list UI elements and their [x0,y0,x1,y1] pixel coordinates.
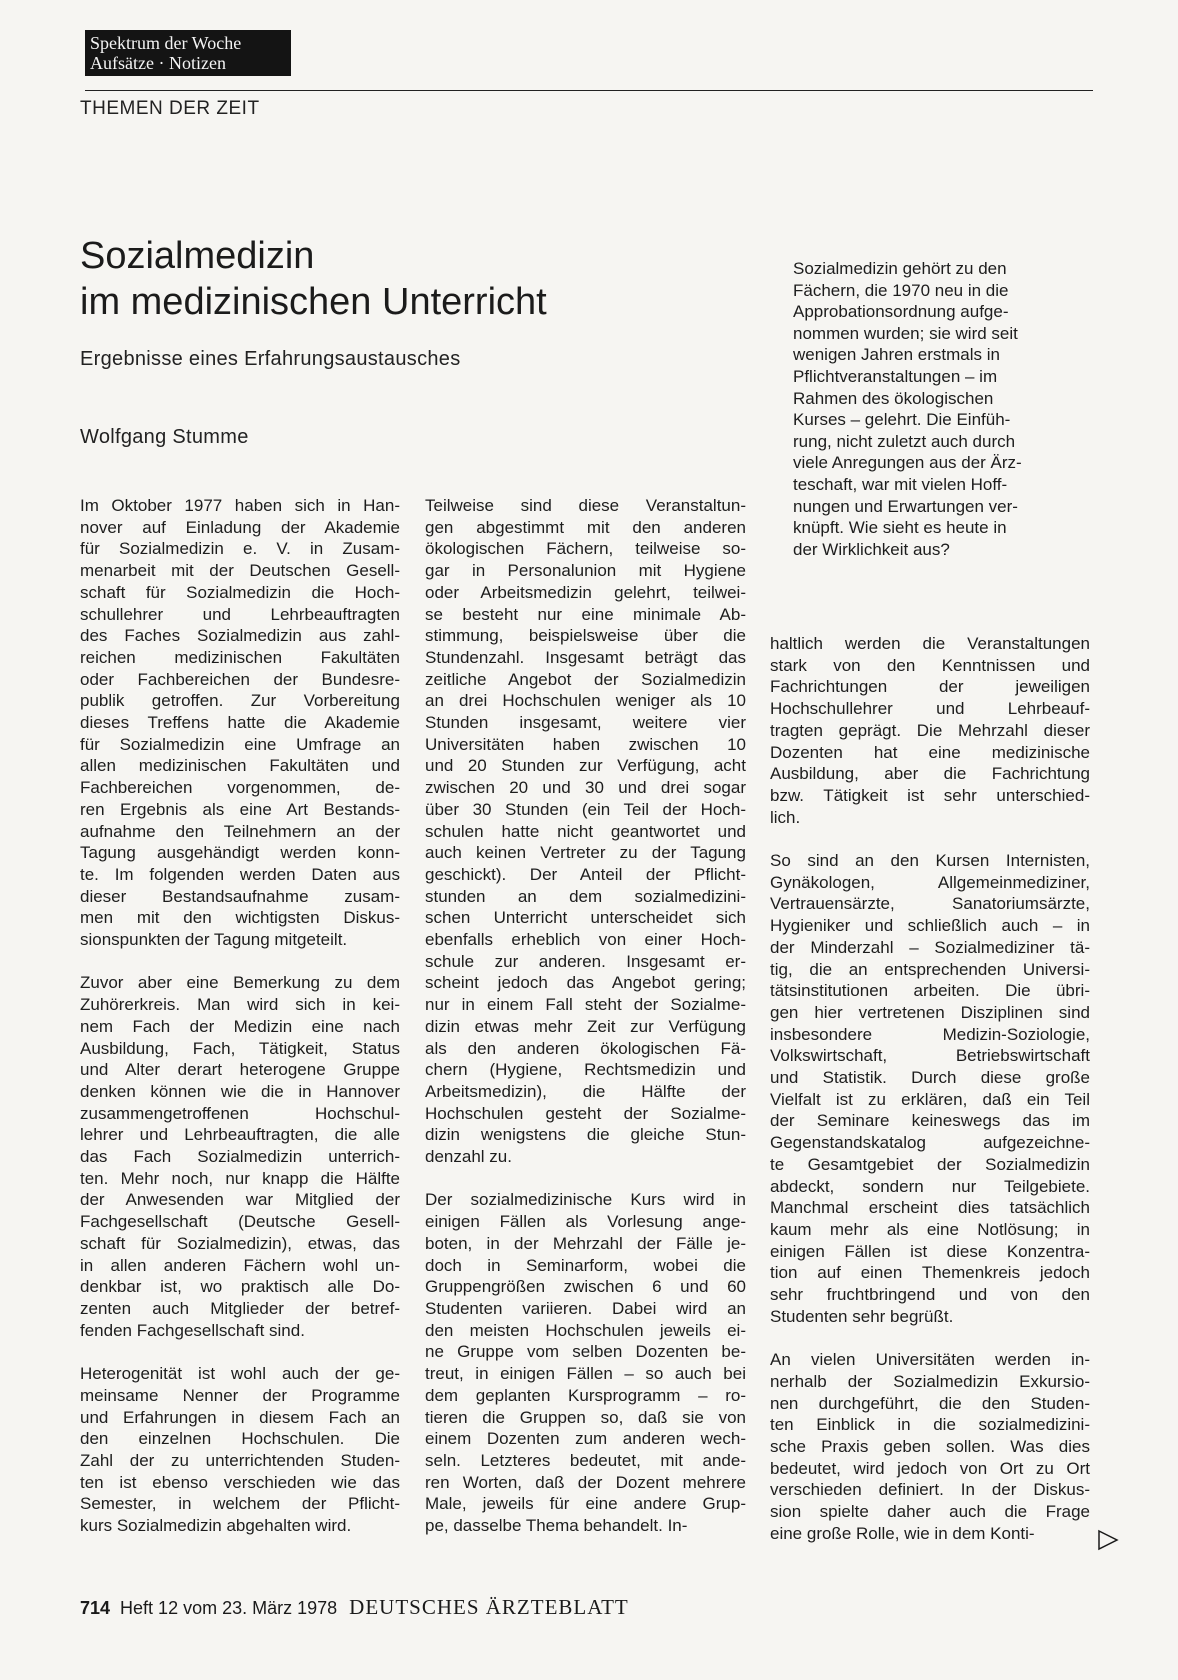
text-line: nerhalb der Sozialmedizin Exkursio- [770,1371,1090,1391]
text-line: pe, dasselbe Thema behandelt. In- [425,1516,688,1536]
text-line: tion auf einen Themenkreis jedoch [770,1263,1090,1283]
text-line: ten ist ebenso verschieden wie das [80,1472,400,1492]
text-line: Im Oktober 1977 haben sich in Han- [80,496,400,515]
text-line: Der sozialmedizinische Kurs wird in [425,1190,746,1210]
text-line: seln. Letzteres bedeutet, mit ande- [425,1450,746,1470]
text-line: dieses Treffens hatte die Akademie [80,713,400,733]
text-line: schaft für Sozialmedizin die Hoch- [80,582,400,602]
header-rule [85,90,1093,91]
text-line: fenden Fachgesellschaft sind. [80,1320,305,1340]
page-footer [80,1595,629,1620]
text-line: reichen medizinischen Fakultäten [80,647,400,667]
text-line: bzw. Tätigkeit ist sehr unterschied- [770,785,1090,805]
text-line: Vielfalt ist zu erklären, daß ein Teil [770,1089,1090,1109]
text-line: sehr fruchtbringend und von den [770,1285,1090,1305]
text-line: Pflichtveranstaltungen – im [793,366,998,386]
text-line: tragten geprägt. Die Mehrzahl dieser [770,720,1090,740]
text-line: ökologischen Fächern, teilweise so- [425,539,746,559]
text-line: ne Gruppe vom selben Dozenten be- [425,1342,746,1362]
continue-arrow-icon [1097,1529,1119,1551]
text-line: abdeckt, sondern nur Teilgebiete. [770,1176,1090,1196]
text-line: dem geplanten Kursprogramm – ro- [425,1385,746,1405]
text-line: Hygieniker und schließlich auch – in [770,916,1090,936]
text-line: Fächern, die 1970 neu in die [793,280,1009,300]
text-line: der Wirklichkeit aus? [793,539,950,559]
issue-info: Heft 12 vom 23. März 1978 [120,1598,338,1618]
text-line: ten. Mehr noch, nur knapp die Hälfte [80,1168,400,1188]
text-line: boten, in der Mehrzahl der Fälle je- [425,1233,746,1253]
text-line: in allen anderen Fächern wohl un- [80,1255,400,1275]
text-line: ebenfalls erheblich von einer Hoch- [425,930,746,950]
text-line: zeitliche Angebot der Sozialmedizin [425,669,746,689]
text-line: als den anderen ökologischen Fä- [425,1038,746,1058]
text-line: Kurses – gelehrt. Die Einfüh- [793,410,1011,430]
text-line: menarbeit mit der Deutschen Gesell- [80,561,400,581]
text-line: lich. [770,807,801,827]
text-line: Gynäkologen, Allgemeinmediziner, [770,872,1090,892]
text-line: sche Praxis geben sollen. Was dies [770,1436,1090,1456]
text-line: bedeutet, wird jedoch von Ort zu Ort [770,1458,1090,1478]
text-line: men mit den wichtigsten Diskus- [80,908,400,928]
title-line-1: Sozialmedizin [80,235,315,277]
text-line: dizin etwas mehr Zeit zur Verfügung [425,1016,746,1036]
text-line: Arbeitsmedizin), die Hälfte der [425,1081,746,1101]
text-line: te Gesamtgebiet der Sozialmedizin [770,1154,1090,1174]
text-line: doch in Seminarform, wobei die [425,1255,746,1275]
text-line: Studenten sehr begrüßt. [770,1306,954,1326]
text-line: insbesondere Medizin-Soziologie, [770,1024,1090,1044]
text-line: Heterogenität ist wohl auch der ge- [80,1364,400,1384]
text-line: an drei Hochschulen weniger als 10 [425,691,746,711]
text-line: Rahmen des ökologischen [793,388,994,408]
text-line: das Fach Sozialmedizin unterrich- [80,1147,400,1167]
text-line: kaum mehr als eine Notlösung; in [770,1219,1090,1239]
text-line: über 30 Stunden (ein Teil der Hoch- [425,799,746,819]
text-line: nommen wurden; sie wird seit [793,323,1018,343]
text-line: Gegenstandskatalog aufgezeichne- [770,1133,1090,1153]
text-line: Sozialmedizin gehört zu den [793,259,1007,278]
text-line: Hochschullehrer und Lehrbeauf- [770,699,1090,719]
text-line: stunden an dem sozialmedizini- [425,886,746,906]
title-line-2: im medizinischen Unterricht [80,281,547,323]
text-line: Tagung ausgehändigt werden konn- [80,843,400,863]
intro-paragraph [793,258,1062,560]
text-column-2 [425,495,746,1537]
text-line: nem Fach der Medizin eine nach [80,1016,400,1036]
text-line: eine große Rolle, wie in dem Konti- [770,1523,1035,1543]
text-line: gen abgestimmt mit den anderen [425,517,746,537]
text-line: geschickt). Der Anteil der Pflicht- [425,864,746,884]
text-line: sion spielte daher auch die Frage [770,1502,1090,1522]
text-line: haltlich werden die Veranstaltungen [770,634,1090,653]
text-line: der Minderzahl – Sozialmediziner tä- [770,937,1090,957]
text-line: Approbationsordnung aufge- [793,302,1009,322]
text-line: Teilweise sind diese Veranstaltun- [425,496,746,515]
text-line: tieren die Gruppen so, daß sie von [425,1407,746,1427]
text-line: Stundenzahl. Insgesamt beträgt das [425,647,746,667]
text-line: nur in einem Fall steht der Sozialme- [425,995,746,1015]
paragraph-gap [80,951,400,973]
text-line: Ausbildung, aber die Fachrichtung [770,764,1090,784]
text-line: der Seminare keineswegs das im [770,1111,1090,1131]
text-line: nungen und Erwartungen ver- [793,496,1018,516]
text-line: gar in Personalunion mit Hygiene [425,561,746,581]
text-column-1 [80,495,400,1537]
text-line: meinsame Nenner der Programme [80,1385,400,1405]
text-line: allen medizinischen Fakultäten und [80,756,400,776]
text-line: Male, jeweils für eine andere Grup- [425,1494,746,1514]
text-line: Zahl der zu unterrichtenden Studen- [80,1450,400,1470]
text-line: tätsinstitutionen arbeiten. Die übri- [770,981,1090,1001]
text-line: publik getroffen. Zur Vorbereitung [80,691,400,711]
text-line: wenigen Jahren erstmals in [793,345,1000,365]
text-line: Gruppengrößen zwischen 6 und 60 [425,1277,746,1297]
text-line: Fachrichtungen der jeweiligen [770,677,1090,697]
text-line: So sind an den Kursen Internisten, [770,851,1090,871]
text-line: einigen Fällen als Vorlesung ange- [425,1212,746,1232]
text-line: Ausbildung, Fach, Tätigkeit, Status [80,1038,400,1058]
text-line: oder Arbeitsmedizin gelehrt, teilwei- [425,582,746,602]
text-line: ten Einblick in die sozialmedizini- [770,1415,1090,1435]
text-line: teschaft, war mit vielen Hoff- [793,474,1008,494]
text-line: te. Im folgenden werden Daten aus [80,864,400,884]
section-label: THEMEN DER ZEIT [80,98,260,119]
paragraph-gap [425,1168,746,1190]
text-line: auch keinen Vertreter zu der Tagung [425,843,746,863]
text-line: treut, in einigen Fällen – so auch bei [425,1364,746,1384]
text-line: denken können wie die in Hannover [80,1081,400,1101]
text-line: An vielen Universitäten werden in- [770,1350,1090,1370]
magazine-name: DEUTSCHES ÄRZTEBLATT [349,1595,629,1619]
text-line: Zuvor aber eine Bemerkung zu dem [80,973,400,993]
text-line: schen Unterricht unterscheidet sich [425,908,746,928]
text-line: verschieden definiert. In der Diskus- [770,1480,1090,1500]
text-line: Manchmal erscheint dies tatsächlich [770,1198,1090,1218]
text-line: knüpft. Wie sieht es heute in [793,518,1007,538]
text-line: Zuhörerkreis. Man wird sich in kei- [80,995,400,1015]
text-line: Vertrauensärzte, Sanatoriumsärzte, [770,894,1090,914]
article-title [80,233,547,325]
paragraph-gap [770,1327,1090,1349]
rubric-line-1: Spektrum der Woche [90,33,242,53]
text-line: lehrer und Lehrbeauftragten, die alle [80,1125,400,1145]
article-subtitle: Ergebnisse eines Erfahrungsaustausches [80,348,461,370]
text-line: Fachbereichen vorgenommen, de- [80,778,400,798]
text-line: stark von den Kenntnissen und [770,655,1090,675]
page-number: 714 [80,1598,111,1618]
text-line: Stunden insgesamt, weitere vier [425,713,746,733]
text-line: Volkswirtschaft, Betriebswirtschaft [770,1046,1090,1066]
text-line: schulen hatte nicht geantwortet und [425,821,746,841]
text-line: ren Worten, daß der Dozent mehrere [425,1472,746,1492]
text-line: oder Fachbereichen der Bundesre- [80,669,400,689]
text-line: Hochschulen gesteht der Sozialme- [425,1103,746,1123]
text-line: zusammengetroffenen Hochschul- [80,1103,400,1123]
text-line: zenten auch Mitglieder der betref- [80,1299,400,1318]
article-author: Wolfgang Stumme [80,426,249,448]
text-line: ren Ergebnis als eine Art Bestands- [80,799,400,819]
text-line: chern (Hygiene, Rechtsmedizin und [425,1060,746,1080]
paragraph-gap [770,828,1090,850]
text-line: und Alter derart heterogene Gruppe [80,1060,400,1080]
text-line: aufnahme den Teilnehmern an der [80,821,400,841]
text-line: nover auf Einladung der Akademie [80,517,400,537]
text-line: für Sozialmedizin e. V. in Zusam- [80,539,400,559]
rubric-line-2: Aufsätze · Notizen [90,53,226,73]
text-line: sionspunkten der Tagung mitgeteilt. [80,930,348,950]
text-line: Semester, in welchem der Pflicht- [80,1494,400,1514]
text-line: gen hier vertretenen Disziplinen sind [770,1002,1090,1022]
text-line: Studenten variieren. Dabei wird an [425,1299,746,1318]
rubric-box [85,30,291,76]
text-line: tig, die an entsprechenden Universi- [770,959,1090,979]
text-line: einem Dozenten zum anderen wech- [425,1429,746,1449]
text-line: des Faches Sozialmedizin aus zahl- [80,626,400,646]
text-line: und Statistik. Durch diese große [770,1068,1090,1088]
text-line: den einzelnen Hochschulen. Die [80,1429,400,1449]
text-line: viele Anregungen aus der Ärz- [793,453,1022,473]
text-line: se besteht nur eine minimale Ab- [425,604,746,624]
paragraph-gap [80,1341,400,1363]
text-line: schule zur anderen. Insgesamt er- [425,951,746,971]
text-line: stimmung, beispielsweise über die [425,626,746,646]
text-line: kurs Sozialmedizin abgehalten wird. [80,1516,352,1536]
text-line: zwischen 20 und 30 und drei sogar [425,778,746,798]
text-line: denkbar ist, wo praktisch alle Do- [80,1277,400,1297]
text-line: dizin wenigstens die gleiche Stun- [425,1125,746,1145]
text-line: schaft für Sozialmedizin), etwas, das [80,1233,400,1253]
text-line: für Sozialmedizin eine Umfrage an [80,734,400,754]
text-line: schullehrer und Lehrbeauftragten [80,604,400,624]
text-line: dieser Bestandsaufnahme zusam- [80,886,400,906]
text-line: nen durchgeführt, die den Studen- [770,1393,1090,1413]
text-line: Universitäten haben zwischen 10 [425,734,746,754]
text-line: denzahl zu. [425,1147,512,1167]
text-line: den meisten Hochschulen jeweils ei- [425,1320,746,1340]
text-line: und Erfahrungen in diesem Fach an [80,1407,400,1427]
text-line: einigen Fällen ist diese Konzentra- [770,1241,1090,1261]
text-line: der Anwesenden war Mitglied der [80,1190,400,1210]
text-line: rung, nicht zuletzt auch durch [793,431,1016,451]
text-line: Fachgesellschaft (Deutsche Gesell- [80,1212,400,1232]
text-line: und 20 Stunden zur Verfügung, acht [425,756,746,776]
text-column-3 [770,633,1090,1545]
text-line: scheint jedoch das Angebot gering; [425,973,746,993]
text-line: Dozenten hat eine medizinische [770,742,1090,762]
